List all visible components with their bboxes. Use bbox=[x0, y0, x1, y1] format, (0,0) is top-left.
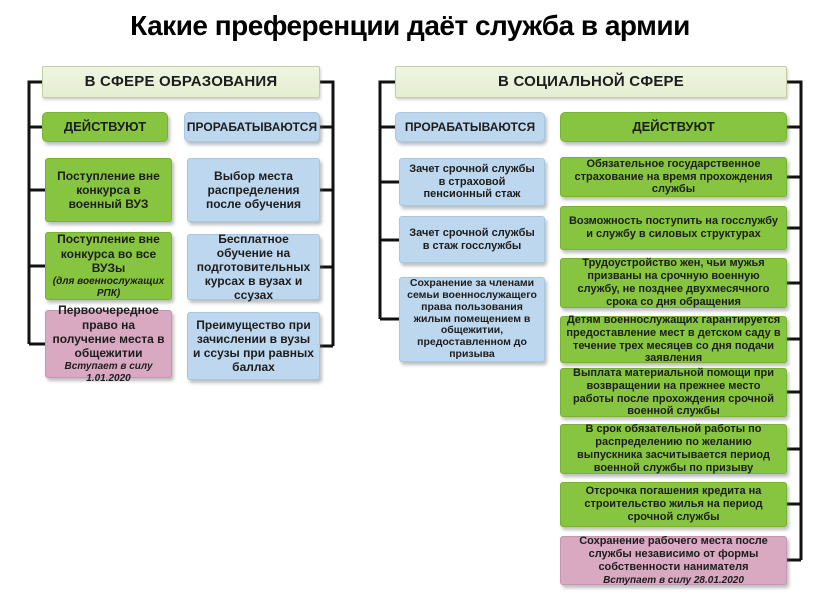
benefit-text: Первоочередное право на получение места в общежитии bbox=[52, 303, 165, 360]
section-header-education bbox=[42, 66, 320, 98]
benefit-text: Преимущество при зачислении в вузы и ссузы при равных баллах bbox=[193, 317, 314, 375]
benefit-box-social-active-1 bbox=[560, 206, 787, 250]
benefit-box-edu-active-2 bbox=[45, 303, 172, 384]
benefit-box-social-active-7 bbox=[560, 536, 787, 585]
benefit-box-social-active-0 bbox=[560, 157, 787, 197]
benefit-box-social-planned-2 bbox=[399, 277, 545, 362]
benefit-text: Поступление вне конкурса во все ВУЗы bbox=[57, 232, 160, 275]
benefit-box-edu-planned-0 bbox=[187, 158, 320, 222]
benefit-text: Сохранение за членами семьи военнослужащего права пользования жилым помещением в общежитии, предоставленном до призыва bbox=[407, 277, 537, 360]
benefit-text: В срок обязательной работы по распределению по желанию выпускника засчитывается период военной службы по призыву bbox=[577, 423, 770, 474]
benefit-text: Зачет срочной службы в страховой пенсионный стаж bbox=[409, 162, 535, 201]
benefit-box-social-active-6 bbox=[560, 482, 787, 527]
benefit-box-social-planned-0 bbox=[399, 158, 545, 206]
benefit-text: Детям военнослужащих гарантируется предоставление мест в детском саду в течение трех месяцев со дня подачи заявления bbox=[566, 313, 781, 365]
benefit-text: Бесплатное обучение на подготовительных курсах в вузах и ссузах bbox=[196, 231, 311, 303]
benefit-box-edu-active-0 bbox=[45, 158, 172, 222]
column-header-edu-planned bbox=[184, 112, 320, 142]
benefit-text: Поступление вне конкурса в военный ВУЗ bbox=[57, 168, 160, 212]
benefit-box-edu-planned-2 bbox=[187, 312, 320, 380]
benefit-box-social-active-5 bbox=[560, 424, 787, 474]
benefit-box-social-planned-1 bbox=[399, 216, 545, 263]
benefit-text: Выплата материальной помощи при возвращении на прежнее место работы после прохождения срочной военной службы bbox=[572, 366, 775, 418]
section-header-social-label: В СОЦИАЛЬНОЙ СФЕРЕ bbox=[498, 73, 684, 91]
section-header-education-label: В СФЕРЕ ОБРАЗОВАНИЯ bbox=[84, 73, 278, 91]
column-header-edu-active-label: ДЕЙСТВУЮТ bbox=[63, 119, 147, 135]
benefit-box-edu-planned-1 bbox=[187, 231, 320, 303]
column-header-social-planned bbox=[395, 112, 545, 142]
benefit-text: Трудоустройство жен, чьи мужья призваны на срочную военную службу, не позднее двухмесячного срока со дня обращения bbox=[577, 257, 770, 308]
benefit-text: Сохранение рабочего места после службы независимо от формы собственности нанимателя bbox=[579, 534, 768, 573]
benefit-text: Обязательное государственное страхование на время прохождения службы bbox=[574, 157, 773, 196]
benefit-text: Зачет срочной службы в стаж госслужбы bbox=[409, 226, 535, 252]
benefit-box-social-active-2 bbox=[560, 258, 787, 308]
benefit-box-social-active-4 bbox=[560, 368, 787, 417]
column-header-edu-active bbox=[42, 112, 168, 142]
column-header-social-active bbox=[560, 112, 787, 142]
benefit-text: Возможность поступить на госслужбу и службу в силовых структурах bbox=[568, 215, 779, 240]
benefit-note: Вступает в силу 1.01.2020 bbox=[64, 361, 153, 384]
benefit-note: Вступает в силу 28.01.2020 bbox=[603, 574, 744, 586]
benefit-note: (для военнослужащих РПК) bbox=[52, 275, 165, 299]
benefit-text: Отсрочка погашения кредита на строительство жилья на период срочной службы bbox=[584, 485, 763, 523]
column-header-social-planned-label: ПРОРАБАТЫВАЮТСЯ bbox=[404, 119, 536, 134]
diagram-title: Какие преференции даёт служба в армии bbox=[130, 10, 690, 41]
column-header-social-active-label: ДЕЙСТВУЮТ bbox=[632, 119, 715, 135]
benefit-box-social-active-3 bbox=[560, 313, 787, 365]
column-header-edu-planned-label: ПРОРАБАТЫВАЮТСЯ bbox=[186, 119, 318, 134]
benefit-text: Выбор места распределения после обучения bbox=[205, 168, 302, 212]
section-header-social bbox=[395, 66, 787, 98]
benefit-box-edu-active-1 bbox=[45, 232, 172, 300]
